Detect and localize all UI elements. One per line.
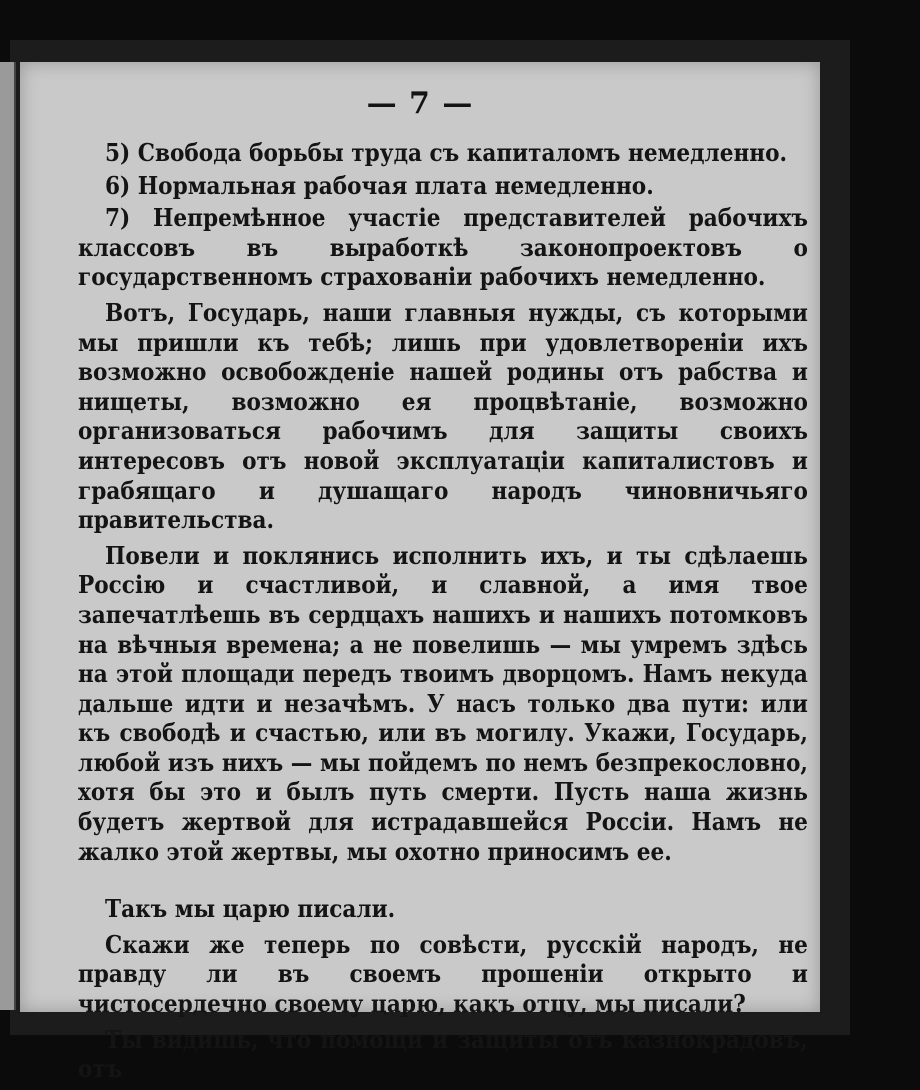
book-page	[20, 62, 820, 1084]
page-number: — 7 —	[366, 86, 474, 121]
list-item-6: 6) Нормальная рабочая плата немедленно.	[105, 170, 654, 200]
list-item-7: 7) Непремѣнное участіе представителей рабочихъ классовъ въ выработкѣ законопроектовъ о государственномъ страхованіи рабочихъ немедленно.	[78, 203, 808, 292]
paragraph-question: Скажи же теперь по совѣсти, русскій народъ, не правду ли въ своемъ прошеніи открыто и чистосердечно своему царю, какъ отцу, мы писали?	[78, 929, 808, 1019]
page-body	[78, 138, 808, 1090]
paragraph-wrote: Такъ мы царю писали.	[105, 894, 396, 924]
list-item-5: 5) Свобода борьбы труда съ капиталомъ немедленно.	[105, 138, 788, 167]
paragraph-continuation: Ты видишь, что помощи и защиты отъ казнокрадовъ, отъ	[78, 1024, 808, 1084]
previous-page-edge	[0, 62, 16, 1010]
paragraph-oath: Повели и поклянись исполнить ихъ, и ты сдѣлаешь Россію и счастливой, и славной, а имя твое запечатлѣешь въ сердцахъ нашихъ и нашихъ потомковъ на вѣчныя времена; а не повелишь — мы умремъ здѣсь на этой площади передъ твоимъ дворцомъ. Намъ некуда дальше идти и незачѣмъ. У насъ только два пути: или къ свободѣ и счастью, или въ могилу. Укажи, Государь, любой изъ нихъ — мы пойдемъ по немъ безпрекословно, хотя бы это и былъ путь смерти. Пусть наша жизнь будетъ жертвой для истрадавшейся Россіи. Намъ не жалко этой жертвы, мы охотно приносимъ ее.	[78, 540, 808, 866]
paragraph-gap	[78, 872, 808, 894]
paragraph-needs: Вотъ, Государь, наши главныя нужды, съ которыми мы пришли къ тебѣ; лишь при удовлетвореніи ихъ возможно освобожденіе нашей родины отъ рабства и нищеты, возможно ея процвѣтаніе, возможно организоваться рабочимъ для защиты своихъ интересовъ отъ новой эксплуатаціи капиталистовъ и грабящаго и душащаго народъ чиновничьяго правительства.	[78, 297, 808, 535]
